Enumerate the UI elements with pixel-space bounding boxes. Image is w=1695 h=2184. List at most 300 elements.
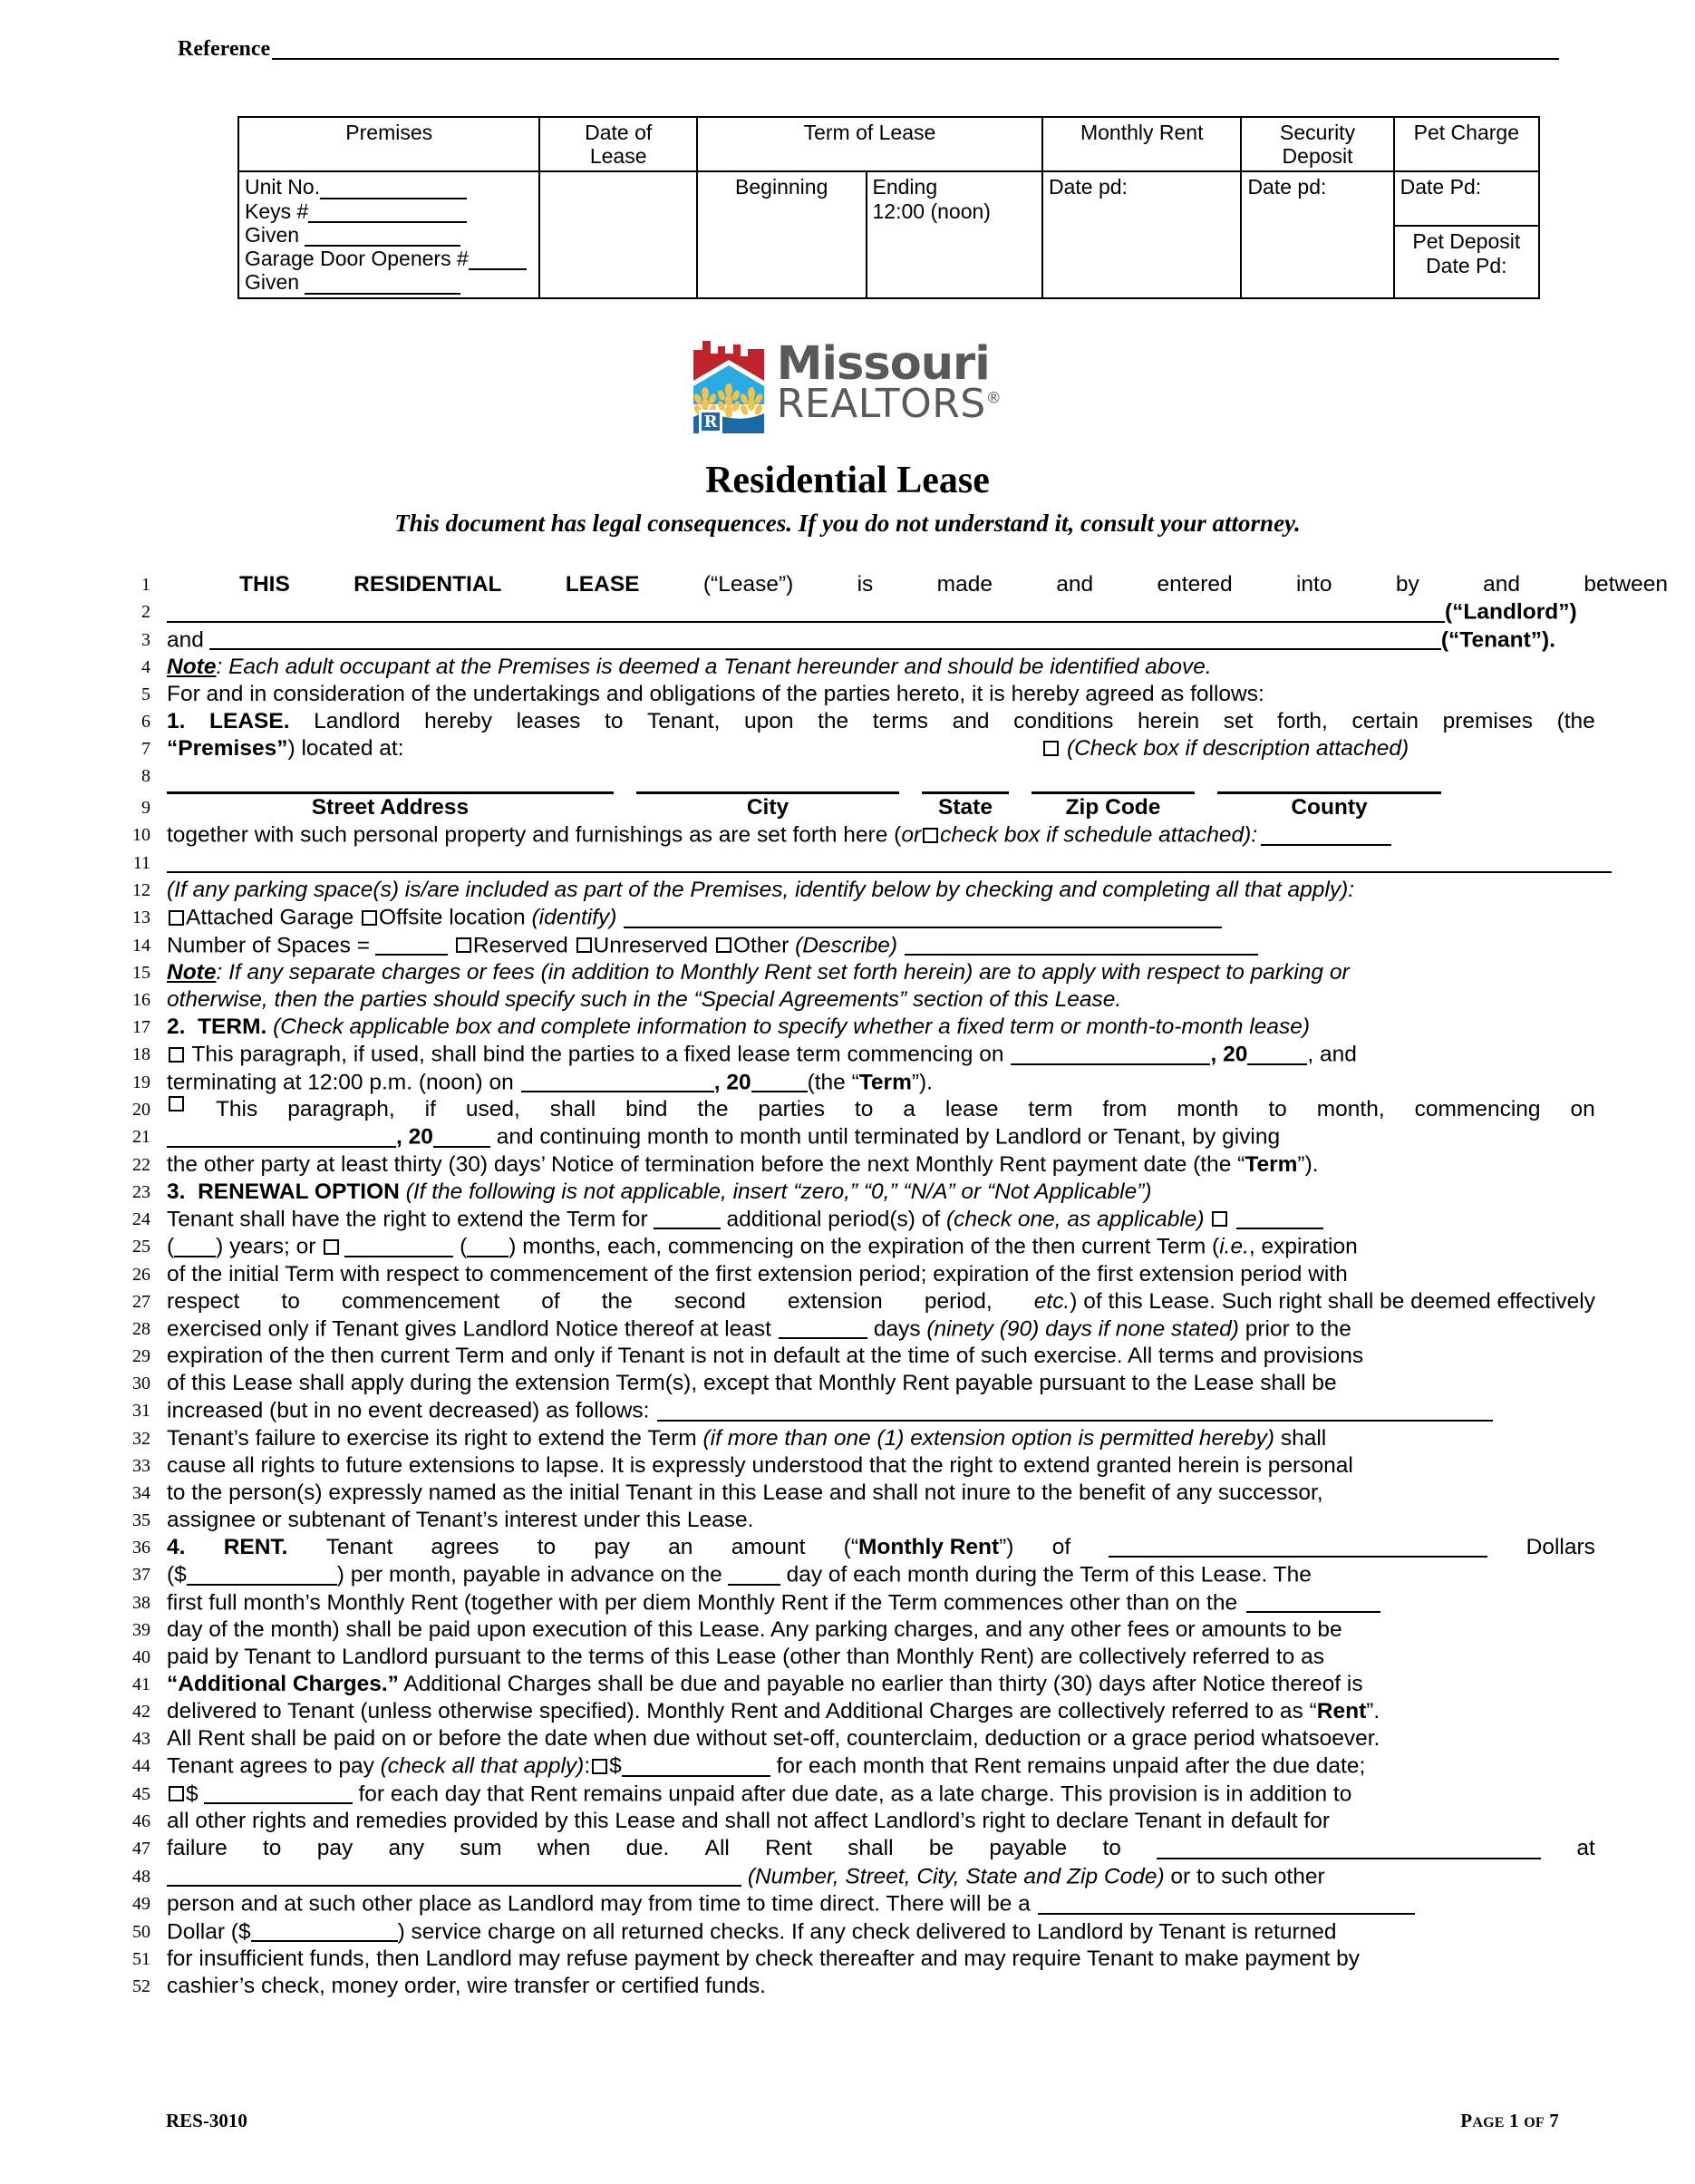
returned-check-charge-amount-blank[interactable] — [251, 1918, 398, 1943]
line-text — [167, 571, 1668, 598]
checkbox-label-other-parking: Other — [732, 933, 789, 957]
page-footer — [166, 2110, 1559, 2132]
line-6 — [109, 708, 1595, 735]
line-7 — [109, 735, 1595, 762]
line-number: 11 — [132, 852, 150, 873]
checkbox-daily-late-fee[interactable] — [169, 1786, 184, 1801]
txt: and — [167, 627, 204, 652]
txt: (the — [1556, 709, 1595, 733]
city-blank[interactable] — [636, 782, 899, 794]
checkbox-extension-months[interactable] — [324, 1239, 339, 1255]
line-number: 10 — [132, 825, 150, 845]
txt: ( — [167, 1234, 175, 1259]
txt: ”) — [999, 1534, 1014, 1559]
line-text: to the person(s) expressly named as the initial Tenant in this Lease and shall not inure to the benefit of any successor, — [167, 1480, 1323, 1505]
monthly-rent-defined: Monthly Rent — [857, 1534, 1000, 1559]
txt: herein — [1138, 709, 1200, 733]
txt: check box — [940, 822, 1041, 848]
line-number: 14 — [132, 935, 150, 956]
landlord-name-blank[interactable] — [167, 598, 1445, 623]
txt: ”). — [1297, 1151, 1319, 1177]
checkbox-label-unreserved: Unreserved — [593, 933, 709, 957]
line-50 — [109, 1918, 1595, 1946]
txt: of — [541, 1288, 560, 1314]
txt: and — [952, 709, 990, 733]
daily-late-fee-blank[interactable] — [204, 1781, 353, 1805]
txt: to — [854, 1097, 874, 1121]
line-30 — [109, 1370, 1595, 1397]
line-33 — [109, 1452, 1595, 1480]
term-beginning-cell[interactable] — [697, 171, 867, 297]
txt: forth, — [1277, 709, 1328, 733]
section-number: 2. — [167, 1014, 186, 1039]
txt: Dollar ($ — [167, 1919, 251, 1944]
term-ending-cell[interactable] — [867, 171, 1042, 297]
personal-property-blank-2[interactable] — [167, 849, 1612, 874]
line-4 — [109, 654, 1595, 681]
pet-charge-cell[interactable] — [1394, 171, 1539, 226]
line-49 — [109, 1890, 1595, 1918]
line-number: 46 — [132, 1811, 150, 1831]
txt: to — [263, 1836, 282, 1860]
pet-charge-date-pd-label: Date Pd: — [1400, 175, 1482, 199]
txt: $ — [609, 1753, 622, 1779]
line-text — [167, 598, 1595, 626]
line-text — [167, 1233, 1595, 1261]
label-street-address: Street Address — [311, 795, 470, 820]
fixed-term-start-year-blank[interactable] — [1247, 1041, 1307, 1065]
mtm-start-date-blank[interactable] — [167, 1123, 396, 1148]
line-number: 43 — [132, 1729, 150, 1749]
line-2 — [109, 598, 1595, 626]
txt: by — [1395, 572, 1419, 597]
txt: commencement — [341, 1288, 500, 1314]
premises-blank-given-1[interactable] — [305, 225, 460, 247]
logo-word-realtors: REALTORS® — [776, 381, 1002, 428]
line-number: 4 — [141, 657, 150, 677]
line-text — [167, 1096, 1595, 1123]
line-34 — [109, 1480, 1595, 1507]
line-13 — [109, 904, 1595, 932]
line-text — [167, 1041, 1595, 1069]
premises-defined-term: “Premises” — [167, 736, 288, 761]
txt: terms — [872, 709, 929, 733]
personal-property-blank-1[interactable] — [1261, 821, 1391, 846]
rent-defined: Rent — [1316, 1699, 1367, 1723]
line-number: 48 — [132, 1866, 150, 1887]
txt: least — [724, 1316, 771, 1341]
line-number: 24 — [132, 1208, 150, 1229]
premises-field-keys[interactable] — [245, 199, 533, 223]
line-text — [167, 1425, 1595, 1452]
line-51 — [109, 1946, 1595, 1973]
line-text — [167, 932, 1595, 960]
premises-label-garage-openers: Garage Door Openers # — [245, 247, 469, 271]
line-number: 7 — [141, 739, 150, 759]
txt: entered — [1157, 572, 1233, 597]
line-text — [167, 1671, 1595, 1698]
line-35 — [109, 1507, 1595, 1534]
premises-blank-keys[interactable] — [308, 201, 467, 223]
checkbox-label-description-attached: (Check box if description attached) — [1066, 736, 1409, 761]
line-11 — [109, 849, 1595, 878]
txt: to — [1268, 1097, 1287, 1121]
txt: (in addition to Monthly Rent set forth herein) — [540, 960, 973, 985]
txt: (the “ — [807, 1070, 859, 1094]
line-28 — [109, 1315, 1595, 1344]
line-number: 49 — [132, 1894, 150, 1914]
txt: : If any separate charges or fees — [216, 960, 541, 985]
line-text — [167, 821, 1595, 849]
line-number: 15 — [132, 963, 150, 983]
txt: second — [673, 1288, 746, 1314]
txt: the — [601, 1288, 633, 1314]
txt: person and at such other place as Landlord may from time to time direct. There will be a — [167, 1891, 1031, 1917]
txt: : Each adult occupant at the Premises is deemed a Tenant hereunder and should be identified above. — [216, 655, 1212, 679]
line-number: 25 — [132, 1237, 150, 1257]
line-number: 12 — [132, 880, 150, 900]
per-diem-day-blank[interactable] — [1246, 1589, 1380, 1614]
term-defined: Term — [858, 1070, 912, 1094]
rent-payee-address-blank[interactable] — [167, 1863, 741, 1888]
txt: the — [818, 709, 849, 733]
txt: be — [928, 1836, 954, 1860]
line-41 — [109, 1671, 1595, 1698]
line-29 — [109, 1343, 1595, 1370]
state-blank[interactable] — [922, 782, 1009, 794]
col-premises: Premises — [238, 117, 539, 171]
txt: shall — [848, 1836, 894, 1860]
txt: agrees — [431, 1534, 499, 1559]
txt: prior to the — [1238, 1316, 1351, 1341]
pet-deposit-cell[interactable] — [1394, 226, 1539, 297]
txt: amount — [731, 1534, 806, 1559]
line-43 — [109, 1725, 1595, 1752]
label-county: County — [1291, 795, 1368, 820]
txt: ) months, each, commencing on the expiration of the then current Term ( — [508, 1234, 1220, 1259]
txt: made — [936, 572, 993, 597]
txt: and — [1056, 572, 1094, 597]
checkbox-monthly-late-fee[interactable] — [592, 1759, 607, 1774]
line-39 — [109, 1616, 1595, 1644]
txt: ) located at: — [287, 736, 404, 761]
line-text: day of the month) shall be paid upon execution of this Lease. Any parking charges, and any other fees or amounts to be — [167, 1617, 1342, 1642]
page-title: Residential Lease — [705, 460, 990, 501]
premises-label-given-1: Given — [245, 222, 300, 247]
txt: premises — [1442, 709, 1533, 733]
line-40 — [109, 1644, 1595, 1671]
table-header-row — [238, 117, 1539, 171]
checkbox-extension-years[interactable] — [1212, 1211, 1227, 1227]
txt: from — [1102, 1097, 1148, 1121]
number-of-spaces-blank[interactable] — [375, 932, 448, 956]
reference-blank-line[interactable] — [272, 40, 1559, 60]
txt: used, — [465, 1097, 520, 1121]
rent-payee-blank[interactable] — [1157, 1835, 1541, 1859]
txt: terminating at 12:00 p.m. (noon) on — [167, 1070, 514, 1094]
txt: a — [903, 1097, 915, 1121]
txt: days — [873, 1316, 921, 1341]
line-21 — [109, 1123, 1595, 1151]
landlord-defined-term: (“Landlord”) — [1445, 599, 1577, 625]
line-number: 39 — [132, 1620, 150, 1640]
label-city: City — [746, 795, 789, 820]
security-line2: Deposit — [1282, 144, 1353, 169]
txt: (check all that apply) — [380, 1753, 585, 1779]
mtm-start-year-blank[interactable] — [433, 1123, 490, 1148]
line-47 — [109, 1835, 1595, 1863]
txt: at — [699, 1316, 719, 1341]
txt: additional period(s) of — [726, 1207, 941, 1231]
logo-word-missouri: Missouri — [776, 337, 990, 392]
checkbox-offsite-location[interactable] — [362, 910, 377, 926]
extension-years-blank[interactable] — [1236, 1206, 1323, 1230]
premises-field-given-1[interactable] — [245, 223, 533, 247]
txt: THIS — [239, 572, 290, 597]
txt: Tenant agrees to pay — [167, 1753, 381, 1779]
checkbox-label-attached-garage: Attached Garage — [186, 905, 354, 930]
line-14 — [109, 932, 1595, 960]
street-address-blank[interactable] — [167, 782, 614, 794]
line-5 — [109, 681, 1595, 708]
rent-increase-blank[interactable] — [657, 1397, 1493, 1422]
txt: (identify) — [531, 905, 617, 930]
logo-wordmark — [776, 337, 1002, 428]
line-number: 1 — [141, 575, 150, 595]
txt: (if more than one (1) extension option is permitted hereby) — [702, 1425, 1275, 1451]
section-number: 4. — [167, 1534, 186, 1559]
txt: hereby — [424, 709, 492, 733]
line-32 — [109, 1425, 1595, 1452]
txt: certain — [1351, 709, 1419, 733]
security-line1: Security — [1279, 121, 1356, 144]
premises-field-given-2[interactable] — [245, 270, 533, 294]
line-number: 8 — [141, 766, 150, 786]
txt: , 20 — [1210, 1042, 1248, 1067]
checkbox-attached-garage[interactable] — [169, 910, 184, 926]
monthly-late-fee-blank[interactable] — [622, 1752, 770, 1777]
txt: Tenant, — [647, 709, 721, 733]
reference-label: Reference — [178, 37, 271, 61]
label-zip-code: Zip Code — [1065, 795, 1161, 820]
premises-fields-cell[interactable] — [238, 171, 539, 297]
txt: of — [1051, 1534, 1071, 1559]
txt: Tenant — [325, 1534, 393, 1559]
premises-blank-given-2[interactable] — [305, 273, 460, 295]
premises-field-garage-openers[interactable] — [245, 247, 533, 270]
txt: (“Lease”) — [702, 572, 794, 597]
txt: ($ — [167, 1562, 187, 1587]
checkbox-description-attached[interactable] — [1043, 741, 1059, 756]
date-of-lease-input-cell[interactable] — [539, 171, 696, 297]
txt: parties — [758, 1097, 825, 1121]
txt: , 20 — [713, 1070, 751, 1094]
txt: (If the following is not applicable, insert “zero,” “0,” “N/A” or “Not Applicable”) — [405, 1179, 1152, 1204]
txt: paragraph, — [287, 1097, 395, 1121]
line-number: 21 — [132, 1127, 150, 1147]
line-17 — [109, 1014, 1595, 1041]
line-37 — [109, 1561, 1595, 1589]
line-text — [167, 654, 1595, 681]
txt: shall — [1274, 1425, 1327, 1451]
line-number: 22 — [132, 1154, 150, 1175]
monthly-rent-date-pd-label: Date pd: — [1048, 175, 1128, 199]
line-number: 34 — [132, 1482, 150, 1503]
txt: ”). — [911, 1070, 933, 1094]
line-text — [167, 708, 1595, 735]
line-text — [167, 959, 1595, 986]
txt: ) service charge on all returned checks. If any check delivered to Landlord by Tenant is returned — [397, 1919, 1337, 1944]
line-16 — [109, 986, 1595, 1014]
renewal-notice-days-blank[interactable] — [779, 1315, 867, 1340]
premises-field-unit-no[interactable] — [245, 175, 533, 199]
line-number: 42 — [132, 1702, 150, 1722]
line-number: 47 — [132, 1839, 150, 1859]
line-number: 29 — [132, 1346, 150, 1366]
txt: ) of this Lease. Such right shall be deemed effectively — [1070, 1288, 1595, 1314]
line-number: 31 — [132, 1401, 150, 1421]
label-state: State — [938, 795, 993, 820]
line-text — [167, 1918, 1595, 1946]
section-heading-term: TERM. — [198, 1014, 267, 1039]
tenant-name-blank[interactable] — [209, 626, 1441, 651]
txt: period, — [924, 1288, 993, 1314]
checkbox-fixed-term[interactable] — [169, 1047, 184, 1063]
txt: into — [1295, 572, 1332, 597]
months-paren-blank[interactable] — [467, 1233, 508, 1257]
txt: Number of Spaces = — [167, 933, 371, 957]
line-46 — [109, 1808, 1595, 1835]
rent-due-day-blank[interactable] — [728, 1561, 780, 1586]
line-36 — [109, 1534, 1595, 1562]
pet-deposit-date-pd-label: Date Pd: — [1426, 253, 1507, 277]
txt: day of each month during the Term of this Lease. The — [786, 1562, 1312, 1587]
txt: All — [704, 1836, 730, 1860]
monthly-rent-words-blank[interactable] — [1109, 1534, 1487, 1558]
txt: , expiration — [1248, 1234, 1358, 1259]
line-text — [167, 1781, 1595, 1809]
txt: (Describe) — [795, 933, 898, 957]
fixed-term-end-year-blank[interactable] — [751, 1069, 808, 1093]
txt: Dollars — [1526, 1534, 1595, 1559]
term-ending-label: Ending — [872, 175, 938, 199]
section-number: 3. — [167, 1179, 186, 1204]
txt: due. — [625, 1836, 670, 1860]
svg-text:R: R — [703, 413, 718, 432]
line-number: 13 — [132, 908, 150, 927]
txt: , and — [1307, 1042, 1357, 1067]
line-text: paid by Tenant to Landlord pursuant to the terms of this Lease (other than Monthly Rent) are collectively referred to as — [167, 1645, 1324, 1669]
line-number: 51 — [132, 1949, 150, 1969]
col-pet-charge: Pet Charge — [1394, 117, 1539, 171]
line-18 — [109, 1041, 1595, 1069]
line-number: 17 — [132, 1017, 150, 1037]
line-25 — [109, 1233, 1595, 1261]
txt: to — [1102, 1836, 1121, 1860]
extension-periods-count-blank[interactable] — [654, 1206, 721, 1230]
term-ending-noon: 12:00 (noon) — [872, 199, 991, 223]
other-parking-describe-blank[interactable] — [905, 932, 1258, 956]
zip-code-blank[interactable] — [1032, 782, 1195, 794]
note-label: Note — [167, 655, 217, 679]
line-text: (If any parking space(s) is/are included as part of the Premises, identify below by checking and completing all that apply): — [167, 878, 1355, 902]
pet-deposit-label: Pet Deposit — [1412, 229, 1521, 254]
monthly-rent-cell[interactable] — [1042, 171, 1241, 297]
checkbox-schedule-attached[interactable] — [923, 828, 938, 843]
security-deposit-cell[interactable] — [1241, 171, 1393, 297]
line-10 — [109, 821, 1595, 849]
fixed-term-start-date-blank[interactable] — [1011, 1041, 1210, 1065]
line-15 — [109, 959, 1595, 986]
txt: pay — [594, 1534, 630, 1559]
txt: to — [605, 709, 624, 733]
txt: upon — [744, 709, 794, 733]
line-number: 33 — [132, 1455, 150, 1476]
checkbox-other-parking[interactable] — [716, 937, 731, 953]
line-number: 3 — [141, 629, 150, 650]
line-42 — [109, 1698, 1595, 1725]
line-text — [167, 1151, 1595, 1179]
years-paren-blank[interactable] — [174, 1233, 216, 1257]
premises-label-given-2: Given — [245, 270, 300, 295]
txt: if schedule attached): — [1046, 822, 1258, 848]
extension-months-blank[interactable] — [344, 1233, 453, 1257]
line-text — [167, 1123, 1595, 1151]
txt: LEASE — [565, 572, 640, 597]
checkbox-month-to-month[interactable] — [169, 1096, 184, 1111]
txt: or to such other — [1164, 1864, 1325, 1888]
logo-container — [0, 334, 1695, 433]
txt: and continuing month to month until terminated by Landlord or Tenant, by giving — [496, 1124, 1281, 1150]
line-number: 5 — [141, 684, 150, 704]
county-blank[interactable] — [1217, 782, 1441, 794]
line-number: 41 — [132, 1674, 150, 1694]
txt: set — [1223, 709, 1254, 733]
returned-check-charge-words-blank[interactable] — [1038, 1890, 1415, 1915]
table-body-row-1 — [238, 171, 1539, 226]
line-text: For and in consideration of the undertakings and obligations of the parties hereto, it is hereby agreed as follows: — [167, 682, 1264, 706]
checkbox-reserved[interactable] — [456, 937, 471, 953]
line-23 — [109, 1179, 1595, 1206]
line-text — [167, 1014, 1595, 1041]
txt: any — [388, 1836, 424, 1860]
fixed-term-end-date-blank[interactable] — [521, 1069, 714, 1093]
premises-blank-garage-openers[interactable] — [469, 248, 527, 270]
line-text — [167, 1534, 1595, 1562]
premises-blank-unit-no[interactable] — [320, 178, 467, 199]
txt: to — [281, 1288, 300, 1314]
page-subtitle: This document has legal consequences. If you do not understand it, consult your attorney. — [394, 510, 1301, 537]
checkbox-unreserved[interactable] — [576, 937, 592, 953]
txt: : — [584, 1753, 591, 1779]
offsite-location-blank[interactable] — [624, 904, 1222, 928]
txt: Tenant’s failure to exercise its right to extend the Term — [167, 1425, 703, 1451]
line-number: 52 — [132, 1976, 150, 1996]
line-8 — [109, 762, 1595, 794]
txt: are to apply with respect to parking or — [973, 960, 1350, 985]
line-number: 38 — [132, 1592, 150, 1613]
tenant-defined-term: (“Tenant”). — [1440, 627, 1556, 652]
reference-row — [178, 38, 1559, 60]
txt: This — [215, 1097, 258, 1121]
txt: at — [1576, 1836, 1595, 1860]
line-number: 16 — [132, 990, 150, 1010]
txt: is — [857, 572, 874, 597]
monthly-rent-amount-blank[interactable] — [187, 1561, 337, 1586]
line-27 — [109, 1288, 1595, 1315]
txt: delivered to Tenant (unless otherwise specified). Monthly Rent and Additional Charges are collectively referred to as “ — [167, 1699, 1317, 1723]
line-number: 26 — [132, 1264, 150, 1285]
